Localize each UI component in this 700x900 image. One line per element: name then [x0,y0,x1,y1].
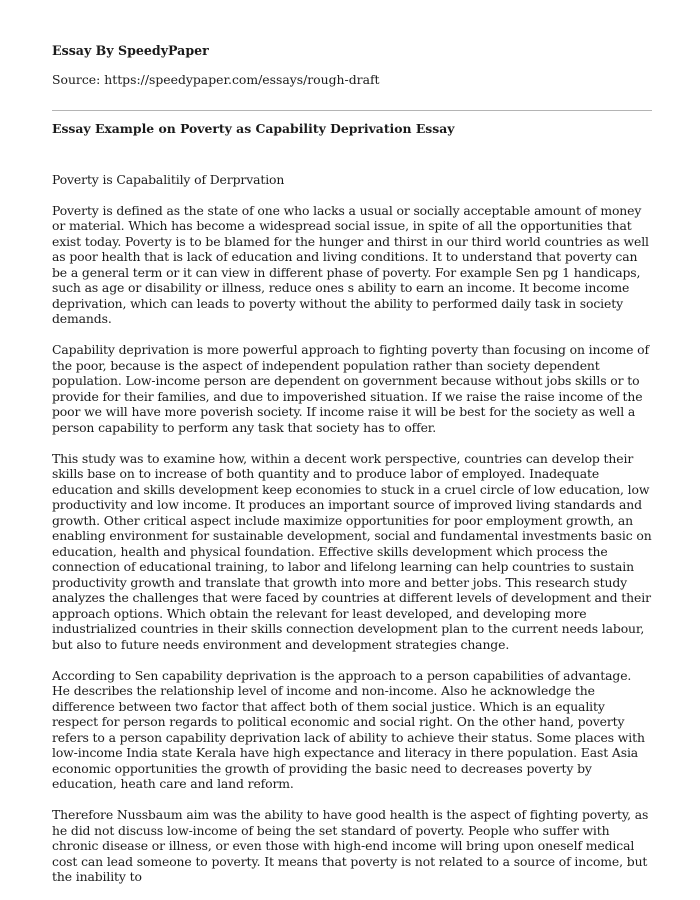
essay-body [52,172,652,900]
essay-paragraph-4: According to Sen capability deprivation is the approach to a person capabilities of advantage. He describes the relationship level of income and non-income. Also he acknowledge the difference between two factor that affect both of them social justice. Which is an equality respect for person regards to political economic and social right. On the other hand, poverty refers to a person capability deprivation lack of ability to achieve their status. Some places with low-income India state Kerala have high expectance and literacy in there population. East Asia economic opportunities the growth of providing the basic need to decreases poverty by education, heath care and land reform. [52,667,645,791]
header-divider [52,110,652,111]
essay-title: Essay Example on Poverty as Capability Deprivation Essay [52,121,455,136]
essay-paragraph-5: Therefore Nussbaum aim was the ability to have good health is the aspect of fighting poverty, as he did not discuss low-income of being the set standard of poverty. People who suffer with chronic disease or illness, or even those with high-end income will bring upon oneself medical cost can lead someone to poverty. It means that poverty is not related to a source of income, but the inability to [52,807,649,884]
essay-subtitle: Poverty is Capabalitily of Derprvation [52,172,285,187]
essay-paragraph-3: This study was to examine how, within a decent work perspective, countries can develop their skills base on to increase of both quantity and to produce labor of employed. Inadequate education and skills development keep economies to stuck in a cruel circle of low education, low productivity and low income. It produces an important source of improved living standards and growth. Other critical aspect include maximize opportunities for poor employment growth, an enabling environment for sustainable development, social and fundamental investments basic on education, health and physical foundation. Effective skills development which process the connection of educational training, to labor and lifelong learning can help countries to sustain productivity growth and translate that growth into more and better jobs. This research study analyzes the challenges that were faced by countries at different levels of development and their approach options. Which obtain the relevant for least developed, and developing more industrialized countries in their skills connection development plan to the current needs labour, but also to future needs environment and development strategies change. [52,450,652,652]
essay-paragraph-2: Capability deprivation is more powerful approach to fighting poverty than focusing on income of the poor, because is the aspect of independent population rather than society dependent population. Low-income person are dependent on government because without jobs skills or to provide for their families, and due to impoverished situation. If we raise the raise income of the poor we will have more poverish society. If income raise it will be best for the society as well a person capability to perform any task that society has to offer. [52,342,649,435]
document-source-line: Source: https://speedypaper.com/essays/rough-draft [52,72,380,87]
essay-paragraph-1: Poverty is defined as the state of one who lacks a usual or socially acceptable amount of money or material. Which has become a widespread social issue, in spite of all the opportunities that exist today. Poverty is to be blamed for the hunger and thirst in our third world countries as well as poor health that is lack of education and living conditions. It to understand that poverty can be a general term or it can view in different phase of poverty. For example Sen pg 1 handicaps, such as age or disability or illness, reduce ones s ability to earn an income. It become income deprivation, which can leads to poverty without the ability to performed daily task in society demands. [52,202,649,326]
document-header-title: Essay By SpeedyPaper [52,43,209,58]
